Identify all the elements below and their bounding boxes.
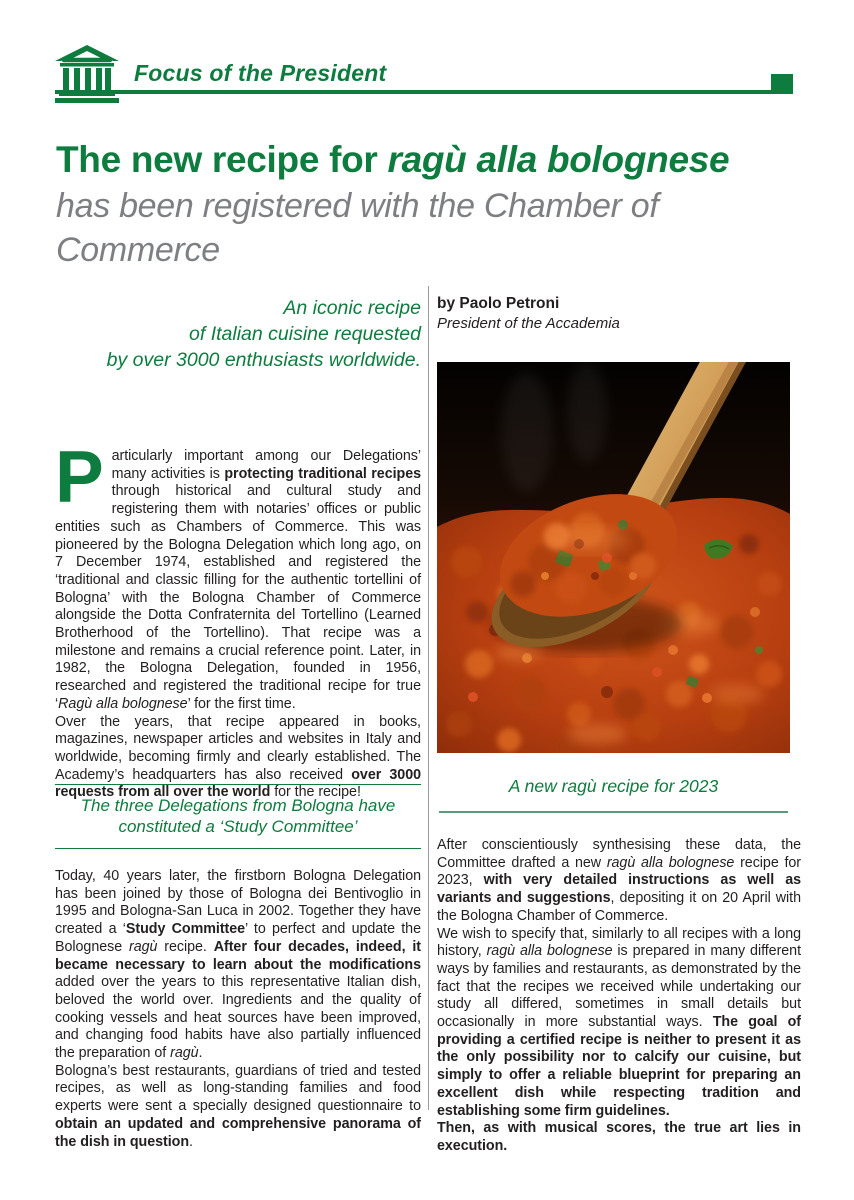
drop-cap: P bbox=[55, 437, 104, 518]
headline-line2: has been registered with the Chamber of Commerce bbox=[56, 187, 659, 269]
paragraph: We wish to specify that, similarly to all recipes with a long history, ragù alla bolognese is prepared in many different ways by families and restaurants, as demonstrated by the fact that the recipes we received while undertaking our study all differed, sometimes in small details but occasionally in more substantial ways. The goal of providing a certified recipe is neither to present it as the only possibility nor to calcify our cuisine, but simply to offer a reliable blueprint for preparing an excellent dish while respecting tradition and establishing some firm guidelines. bbox=[437, 925, 802, 1119]
article-headline bbox=[56, 136, 816, 272]
section-title: Focus of the President bbox=[134, 60, 387, 86]
header-rule bbox=[55, 90, 793, 94]
left-body-paragraphs bbox=[55, 868, 421, 1151]
right-body-paragraphs bbox=[437, 837, 801, 1156]
paragraph: Then, as with musical scores, the true art lies in execution. bbox=[437, 1120, 801, 1154]
byline bbox=[437, 293, 797, 334]
pull-quote: An iconic recipe of Italian cuisine requested by over 3000 enthusiasts worldwide. bbox=[106, 297, 421, 371]
ragu-photo bbox=[437, 362, 790, 753]
paragraph-text: articularly important among our Delegations’ many activities is protecting traditional recipes through historical and cultural study and registering them with notaries’ offices or public entities such as Chambers of Commerce. This was pioneered by the Bologna Delegation which long ago, on 7 December 1974, established and registered the ‘traditional and classic filling for the authentic tortellini of Bologna’ with the Bologna Chamber of Commerce alongside the Dotta Confraternita del Tortellino (Learned Brotherhood of the Tortellino). That recipe was a milestone and remains a crucial reference point. Later, in 1982, the Bologna Delegation, founded in 1956, researched and registered the traditional recipe for true ‘Ragù alla bolognese’ for the first time. bbox=[55, 448, 421, 712]
temple-icon bbox=[55, 45, 119, 103]
paragraph: After conscientiously synthesising these data, the Committee drafted a new ragù alla bolognese recipe for 2023, with very detailed instructions as well as variants and suggestions, depositing it on 20 April with the Bologna Chamber of Commerce. bbox=[437, 837, 802, 924]
paragraph: Over the years, that recipe appeared in books, magazines, newspaper articles and websites in Italy and worldwide, becoming firmly and clearly established. The Academy’s headquarters has also received over 3000 requests from all over the world for the recipe! bbox=[55, 713, 421, 801]
byline-author: by Paolo Petroni bbox=[437, 295, 560, 312]
subheading: The three Delegations from Bologna have constituted a ‘Study Committee’ bbox=[55, 784, 421, 849]
left-intro-paragraphs bbox=[55, 437, 421, 802]
column-divider bbox=[428, 286, 429, 1110]
paragraph bbox=[55, 437, 421, 714]
photo-caption: A new ragù recipe for 2023 bbox=[508, 776, 719, 796]
paragraph: Today, 40 years later, the firstborn Bologna Delegation has been joined by those of Bologna dei Bentivoglio in 1995 and Bologna-San Luca in 2002. Together they have created a ‘Study Committee’ to perfect and update the Bolognese ragù recipe. After four decades, indeed, it became necessary to learn about the modifications added over the years to this representative Italian dish, beloved the world over. Ingredients and the quality of cooking vessels and heat sources have been improved, and changing food habits have also partially influenced the preparation of ragù. bbox=[55, 868, 422, 1062]
headline-line1: The new recipe for ragù alla bolognese bbox=[56, 139, 730, 180]
byline-role: President of the Accademia bbox=[437, 315, 620, 332]
paragraph: Bologna’s best restaurants, guardians of tried and tested recipes, as well as long-standing families and food experts were sent a specially designed questionnaire to obtain an updated and comprehensive panorama of the dish in question. bbox=[55, 1062, 421, 1150]
caption-rule bbox=[439, 811, 788, 813]
header-end-square bbox=[771, 74, 793, 94]
